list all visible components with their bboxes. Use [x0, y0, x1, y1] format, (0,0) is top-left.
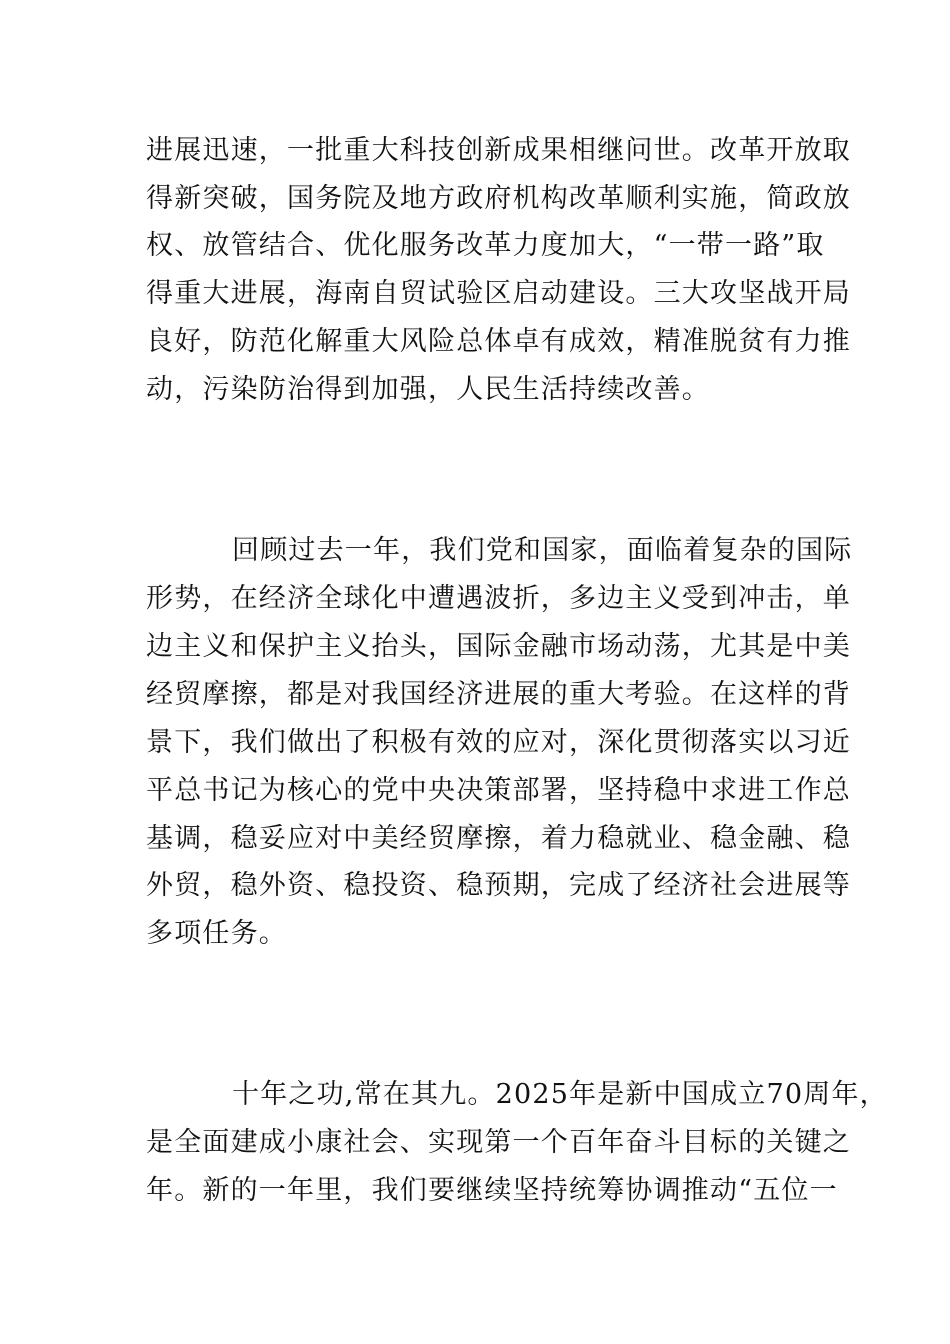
- paragraph-line: 得重大进展，海南自贸试验区启动建设。三大攻坚战开局: [146, 278, 851, 309]
- paragraph-line: 经贸摩擦，都是对我国经济进展的重大考验。在这样的背: [146, 679, 851, 710]
- paragraph-line: 外贸，稳外资、稳投资、稳预期，完成了经济社会进展等: [146, 870, 851, 901]
- paragraph-line: 进展迅速，一批重大科技创新成果相继问世。改革开放取: [146, 135, 851, 166]
- paragraph-line: 权、放管结合、优化服务改革力度加大，“一带一路”取: [146, 230, 825, 261]
- paragraph-line: 景下，我们做出了积极有效的应对，深化贯彻落实以习近: [146, 727, 851, 758]
- paragraph-line: 平总书记为核心的党中央决策部署，坚持稳中求进工作总: [146, 775, 851, 806]
- paragraph-line: 得新突破，国务院及地方政府机构改革顺利实施，简政放: [146, 183, 851, 214]
- paragraph-line: 形势，在经济全球化中遭遇波折，多边主义受到冲击，单: [146, 583, 851, 614]
- paragraph-line: 回顾过去一年，我们党和国家，面临着复杂的国际: [232, 535, 853, 566]
- paragraph-line: 年。新的一年里，我们要继续坚持统筹协调推动“五位一: [146, 1175, 838, 1206]
- paragraph-line: 多项任务。: [146, 918, 287, 949]
- paragraph-line: 基调，稳妥应对中美经贸摩擦，着力稳就业、稳金融、稳: [146, 823, 851, 854]
- paragraph-line: 动，污染防治得到加强，人民生活持续改善。: [146, 374, 710, 405]
- paragraph-line: 良好，防范化解重大风险总体卓有成效，精准脱贫有力推: [146, 326, 851, 357]
- paragraph-line: 是全面建成小康社会、实现第一个百年奋斗目标的关键之: [146, 1127, 851, 1158]
- paragraph-line: 十年之功,常在其九。2025年是新中国成立70周年，: [232, 1079, 888, 1110]
- paragraph-line: 边主义和保护主义抬头，国际金融市场动荡，尤其是中美: [146, 631, 851, 662]
